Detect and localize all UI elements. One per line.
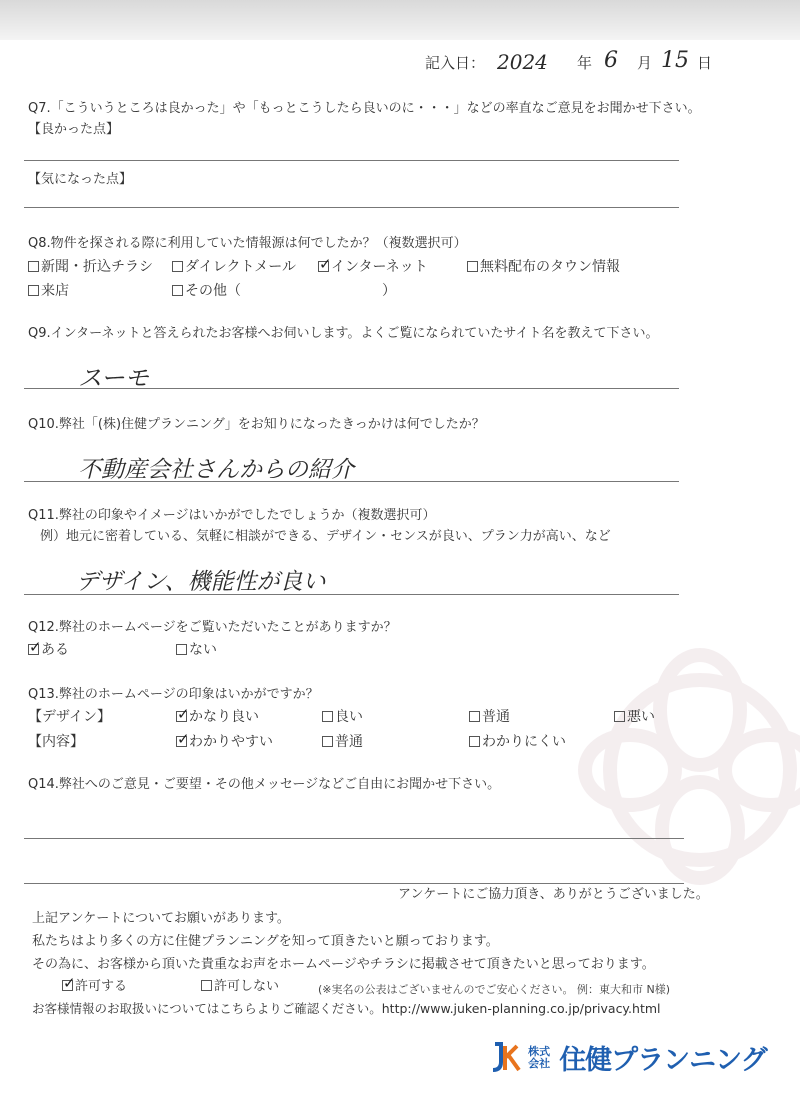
q12-checkbox-yes[interactable] xyxy=(28,644,39,655)
scan-top-band xyxy=(0,0,800,40)
anonymity-note: (※実名の公表はございませんのでご安心ください。 例：東大和市 N様) xyxy=(318,983,671,996)
request-line-1: 上記アンケートについてお願いがあります。 xyxy=(32,911,290,926)
q8-option-newspaper[interactable]: 新聞・折込チラシ xyxy=(28,258,153,276)
q8-option-direct-mail[interactable]: ダイレクトメール xyxy=(172,258,296,276)
q13-design-option-very-good[interactable]: ✓ かなり良い xyxy=(176,708,259,726)
q7-question: Q7.「こういうところは良かった」や「もっとこうしたら良いのに・・・」などの率直なご意見をお聞かせ下さい。 xyxy=(28,101,701,116)
q13-design-label: 【デザイン】 xyxy=(28,709,112,725)
date-day: 15 xyxy=(661,48,689,73)
q8-option-internet[interactable]: ✓ インターネット xyxy=(318,258,428,276)
request-line-2: 私たちはより多くの方に住健プランニングを知って頂きたいと願っております。 xyxy=(32,934,499,949)
date-label: 記入日： xyxy=(425,54,486,72)
q10-answer[interactable]: 不動産会社さんからの紹介 xyxy=(78,457,354,483)
q13-design-checkbox-very-good[interactable] xyxy=(176,711,187,722)
q13-content-option-unclear[interactable]: わかりにくい xyxy=(469,733,566,751)
permit-checkbox[interactable] xyxy=(62,980,73,991)
q13-content-label: 【内容】 xyxy=(28,734,84,750)
q8-question: Q8.物件を探される際に利用していた情報源は何でしたか？（複数選択可） xyxy=(28,236,467,251)
q14-answer-line-2 xyxy=(24,883,684,884)
thanks-text: アンケートにご協力頂き、ありがとうございました。 xyxy=(398,887,709,902)
privacy-text: お客様情報のお取扱いについてはこちらよりご確認ください。http://www.juken-planning.co.jp/privacy.html xyxy=(32,1001,661,1016)
deny-option[interactable]: 許可しない xyxy=(201,978,279,996)
q11-answer-line xyxy=(24,594,679,595)
q13-content-option-clear[interactable]: ✓ わかりやすい xyxy=(176,733,273,751)
date-day-unit: 日 xyxy=(697,54,713,72)
q11-question: Q11.弊社の印象やイメージはいかがでしたでしょうか（複数選択可） xyxy=(28,508,436,523)
q9-answer-line xyxy=(24,388,679,389)
q14-answer-line-1 xyxy=(24,838,684,839)
q13-content-checkbox-clear[interactable] xyxy=(176,736,187,747)
logo-company-name: 住健プランニング xyxy=(559,1045,767,1076)
date-month: 6 xyxy=(604,48,618,73)
q12-option-no[interactable]: ない xyxy=(176,641,217,659)
q13-design-checkbox-good[interactable] xyxy=(322,711,333,722)
q8-option-town-info[interactable]: 無料配布のタウン情報 xyxy=(467,258,620,276)
q10-question: Q10.弊社「(株)住健プランニング」をお知りになったきっかけは何でしたか？ xyxy=(28,417,485,432)
q8-option-visit[interactable]: 来店 xyxy=(28,282,69,300)
q13-design-checkbox-bad[interactable] xyxy=(614,711,625,722)
q7-good-answer-line xyxy=(24,160,679,161)
q8-checkbox-other[interactable] xyxy=(172,285,183,296)
q7-concern-label: 【気になった点】 xyxy=(28,172,133,187)
q12-option-yes[interactable]: ✓ある xyxy=(28,641,69,659)
q8-checkbox-town-info[interactable] xyxy=(467,261,478,272)
jk-logo-icon xyxy=(487,1040,523,1076)
q7-good-label: 【良かった点】 xyxy=(28,122,120,137)
q9-question: Q9.インターネットと答えられたお客様へお伺いします。よくご覧になられていたサイト名を教えて下さい。 xyxy=(28,326,659,341)
logo-company-prefix: 株式会社 xyxy=(528,1044,551,1070)
request-line-3: その為に、お客様から頂いた貴重なお声をホームページやチラシに掲載させて頂きたいと思っております。 xyxy=(32,957,655,972)
q13-content-checkbox-unclear[interactable] xyxy=(469,736,480,747)
q13-content-option-normal[interactable]: 普通 xyxy=(322,733,363,751)
date-year: 2024 xyxy=(497,50,548,74)
q13-design-option-good[interactable]: 良い xyxy=(322,708,363,726)
q11-example: 例）地元に密着している、気軽に相談ができる、デザイン・センスが良い、プラン力が高い、など xyxy=(40,529,611,544)
date-month-unit: 月 xyxy=(637,54,653,72)
q14-question: Q14.弊社へのご意見・ご要望・その他メッセージなどご自由にお聞かせ下さい。 xyxy=(28,777,501,792)
q13-question: Q13.弊社のホームページの印象はいかがですか？ xyxy=(28,687,319,702)
q8-checkbox-internet[interactable] xyxy=(318,261,329,272)
q13-design-option-bad[interactable]: 悪い xyxy=(614,708,655,726)
q12-question: Q12.弊社のホームページをご覧いただいたことがありますか？ xyxy=(28,620,397,635)
q13-design-checkbox-normal[interactable] xyxy=(469,711,480,722)
q7-concern-answer-line xyxy=(24,207,679,208)
q13-content-checkbox-normal[interactable] xyxy=(322,736,333,747)
q9-answer[interactable]: スーモ xyxy=(78,364,149,392)
deny-checkbox[interactable] xyxy=(201,980,212,991)
q8-option-other[interactable]: その他（ xyxy=(172,282,241,300)
q8-checkbox-visit[interactable] xyxy=(28,285,39,296)
q13-design-option-normal[interactable]: 普通 xyxy=(469,708,510,726)
q8-checkbox-newspaper[interactable] xyxy=(28,261,39,272)
company-logo xyxy=(487,1038,767,1078)
permit-option[interactable]: ✓許可する xyxy=(62,978,127,996)
q11-answer[interactable]: デザイン、機能性が良い xyxy=(76,569,326,595)
date-year-unit: 年 xyxy=(577,54,593,72)
q8-checkbox-direct-mail[interactable] xyxy=(172,261,183,272)
q12-checkbox-no[interactable] xyxy=(176,644,187,655)
q10-answer-line xyxy=(24,481,679,482)
fleur-watermark-icon xyxy=(570,630,800,890)
q8-other-close: ） xyxy=(382,283,396,299)
